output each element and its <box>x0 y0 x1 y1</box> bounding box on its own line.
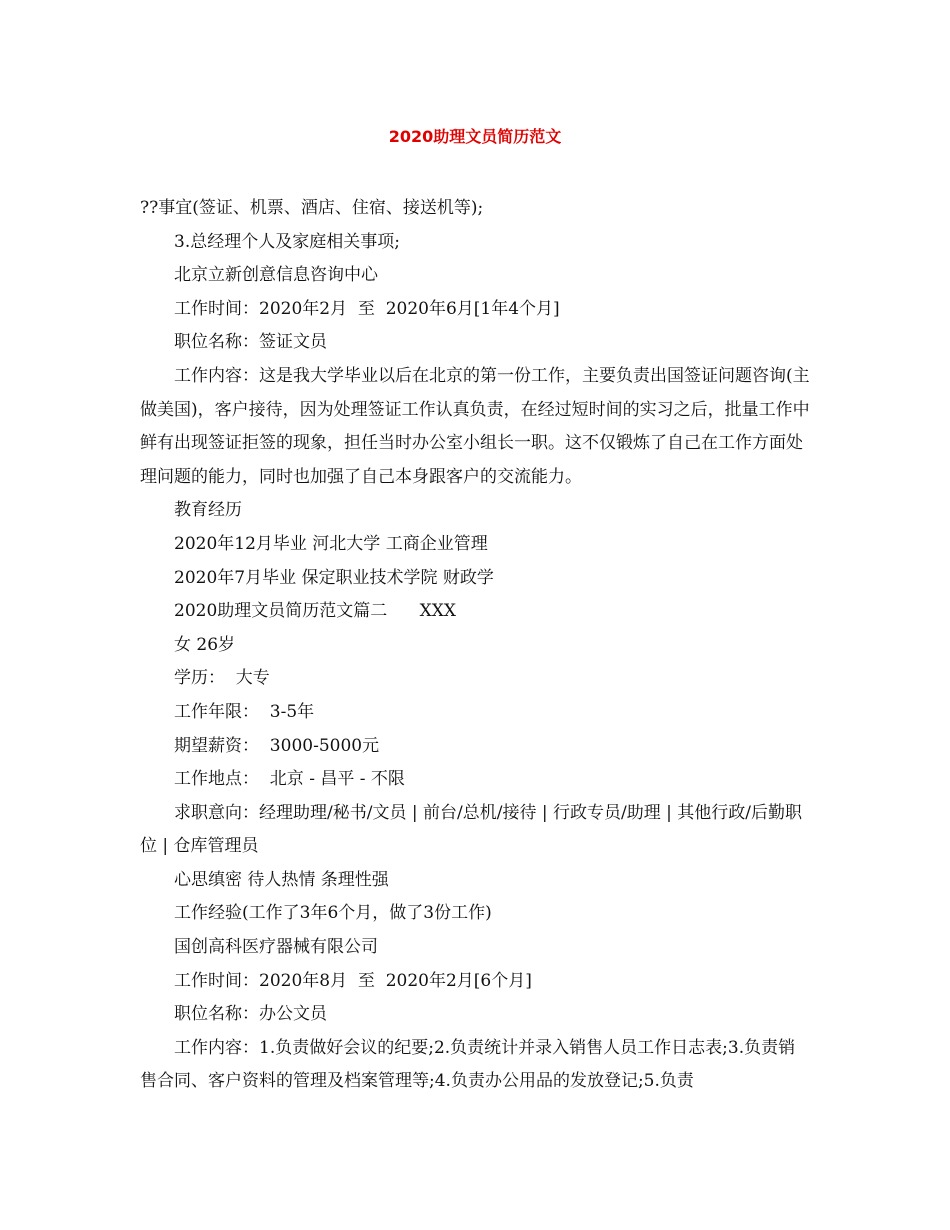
paragraph: 北京立新创意信息咨询中心 <box>174 265 378 286</box>
paragraph: 女 26岁 <box>174 634 236 655</box>
paragraph: 工作时间：2020年8月 至 2020年2月[6个月] <box>174 970 532 991</box>
paragraph: 期望薪资： 3000-5000元 <box>174 735 380 756</box>
paragraph: 心思缜密 待人热情 条理性强 <box>174 869 389 890</box>
paragraph: 工作经验(工作了3年6个月，做了3份工作) <box>174 903 492 924</box>
document-body <box>140 192 812 1099</box>
paragraph: 工作年限： 3-5年 <box>174 701 315 722</box>
paragraph: ??事宜(签证、机票、酒店、住宿、接送机等); <box>140 198 484 218</box>
paragraph: 职位名称：签证文员 <box>174 332 327 353</box>
paragraph: 2020年7月毕业 保定职业技术学院 财政学 <box>174 567 494 588</box>
paragraph: 2020助理文员简历范文篇二 XXX <box>174 601 456 622</box>
document-title: 2020助理文员简历范文 <box>388 127 562 146</box>
paragraph: 工作地点： 北京 - 昌平 - 不限 <box>174 769 405 790</box>
paragraph: 2020年12月毕业 河北大学 工商企业管理 <box>174 533 488 554</box>
paragraph: 职位名称：办公文员 <box>174 1004 327 1025</box>
paragraph: 学历： 大专 <box>174 668 270 689</box>
paragraph: 教育经历 <box>174 500 242 521</box>
paragraph: 工作内容：1.负责做好会议的纪要;2.负责统计并录入销售人员工作日志表;3.负责销售合同、客户资料的管理及档案管理等;4.负责办公用品的发放登记;5.负责 <box>140 1037 796 1092</box>
paragraph: 3.总经理个人及家庭相关事项; <box>174 231 400 252</box>
paragraph: 求职意向：经理助理/秘书/文员 | 前台/总机/接待 | 行政专员/助理 | 其他行政/后勤职位 | 仓库管理员 <box>140 802 802 857</box>
paragraph: 工作内容：这是我大学毕业以后在北京的第一份工作，主要负责出国签证问题咨询(主做美国)，客户接待，因为处理签证工作认真负责，在经过短时间的实习之后，批量工作中鲜有出现签证拒签的现象，担任当时办公室小组长一职。这不仅锻炼了自己在工作方面处理问题的能力，同时也加强了自己本身跟客户的交流能力。 <box>140 365 810 487</box>
paragraph: 国创高科医疗器械有限公司 <box>174 937 378 958</box>
paragraph: 工作时间：2020年2月 至 2020年6月[1年4个月] <box>174 298 560 319</box>
